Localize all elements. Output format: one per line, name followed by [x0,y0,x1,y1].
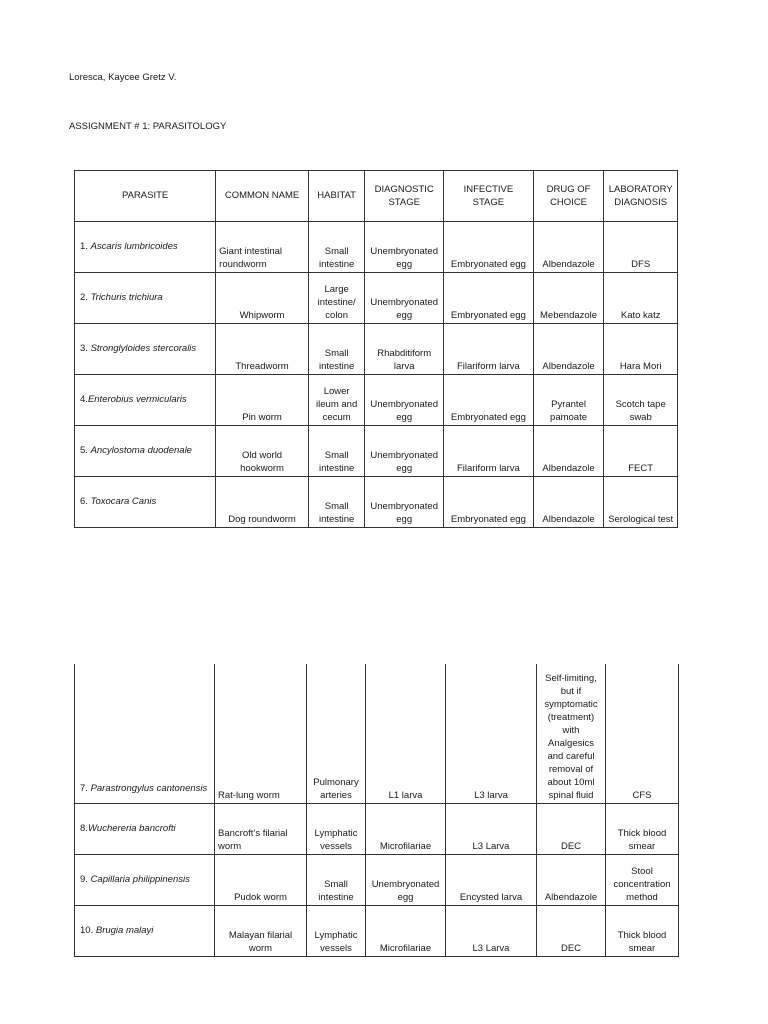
drug-cell: DEC [537,906,606,957]
infective-stage-cell: Embryonated egg [444,375,534,426]
lab-diagnosis-cell: Serological test [604,477,678,528]
habitat-cell: Large intestine/ colon [308,273,364,324]
table-row [75,375,678,426]
drug-cell: Albendazole [533,324,604,375]
infective-stage-cell: Filariform larva [444,426,534,477]
lab-diagnosis-cell: Thick blood smear [606,804,679,855]
diagnostic-stage-cell: Unembryonated egg [365,375,444,426]
lab-diagnosis-cell: Scotch tape swab [604,375,678,426]
habitat-cell: Small intestine [308,477,364,528]
habitat-cell: Small intestine [307,855,366,906]
drug-cell: Albendazole [533,477,604,528]
common-name-cell: Old world hookworm [216,426,309,477]
diagnostic-stage-cell: Unembryonated egg [366,855,446,906]
header-infective-stage: INFECTIVE STAGE [444,171,534,222]
infective-stage-cell: Embryonated egg [444,222,534,273]
common-name-cell: Whipworm [216,273,309,324]
infective-stage-cell: L3 Larva [446,804,537,855]
drug-cell: Albendazole [537,855,606,906]
diagnostic-stage-cell: Unembryonated egg [365,273,444,324]
author-name: Loresca, Kaycee Gretz V. [69,72,177,83]
drug-cell: Albendazole [533,222,604,273]
common-name-cell: Pudok worm [215,855,307,906]
header-habitat: HABITAT [308,171,364,222]
header-laboratory-diagnosis: LABORATORY DIAGNOSIS [604,171,678,222]
lab-diagnosis-cell: Thick blood smear [606,906,679,957]
common-name-cell: Giant intestinal roundworm [216,222,309,273]
parasite-cell: 4.Enterobius vermicularis [75,375,216,426]
table-row [75,426,678,477]
header-parasite: PARASITE [75,171,216,222]
header-diagnostic-stage: DIAGNOSTIC STAGE [365,171,444,222]
parasite-cell: 3. Stronglyloides stercoralis [75,324,216,375]
common-name-cell: Rat-lung worm [215,664,307,804]
lab-diagnosis-cell: Kato katz [604,273,678,324]
parasite-cell: 1. Ascaris lumbricoides [75,222,216,273]
diagnostic-stage-cell: Unembryonated egg [365,426,444,477]
table-row [75,906,679,957]
table-row [75,804,679,855]
lab-diagnosis-cell: Stool concentration method [606,855,679,906]
common-name-cell: Pin worm [216,375,309,426]
table-row [75,664,679,804]
parasite-cell: 5. Ancylostoma duodenale [75,426,216,477]
diagnostic-stage-cell: Unembryonated egg [365,477,444,528]
parasite-table-continued [74,664,679,957]
habitat-cell: Lower ileum and cecum [308,375,364,426]
habitat-cell: Small intestine [308,324,364,375]
habitat-cell: Lymphatic vessels [307,906,366,957]
drug-cell: Albendazole [533,426,604,477]
lab-diagnosis-cell: CFS [606,664,679,804]
habitat-cell: Small intestine [308,426,364,477]
infective-stage-cell: L3 Larva [446,906,537,957]
parasite-table [74,170,678,528]
diagnostic-stage-cell: Microfilariae [366,804,446,855]
parasite-cell: 2. Trichuris trichiura [75,273,216,324]
header-common-name: COMMON NAME [216,171,309,222]
parasite-cell: 6. Toxocara Canis [75,477,216,528]
common-name-cell: Threadworm [216,324,309,375]
diagnostic-stage-cell: Unembryonated egg [365,222,444,273]
lab-diagnosis-cell: FECT [604,426,678,477]
common-name-cell: Bancroft’s filarial worm [215,804,307,855]
infective-stage-cell: Encysted larva [446,855,537,906]
infective-stage-cell: Embryonated egg [444,477,534,528]
table-row [75,477,678,528]
drug-cell: Pyrantel pamoate [533,375,604,426]
habitat-cell: Small intestine [308,222,364,273]
diagnostic-stage-cell: L1 larva [366,664,446,804]
table-row [75,855,679,906]
diagnostic-stage-cell: Microfilariae [366,906,446,957]
lab-diagnosis-cell: DFS [604,222,678,273]
parasite-cell: 8.Wuchereria bancrofti [75,804,215,855]
assignment-title: ASSIGNMENT # 1: PARASITOLOGY [69,121,227,132]
infective-stage-cell: L3 larva [446,664,537,804]
header-drug-of-choice: DRUG OF CHOICE [533,171,604,222]
habitat-cell: Pulmonary arteries [307,664,366,804]
infective-stage-cell: Embryonated egg [444,273,534,324]
parasite-cell: 9. Capillaria philippinensis [75,855,215,906]
table-header-row [75,171,678,222]
parasite-cell: 7. Parastrongylus cantonensis [75,664,215,804]
parasite-cell: 10. Brugia malayi [75,906,215,957]
diagnostic-stage-cell: Rhabditiform larva [365,324,444,375]
common-name-cell: Malayan filarial worm [215,906,307,957]
drug-cell: Self-limiting, but if symptomatic (treatment) with Analgesics and careful removal of about 10ml spinal fluid [537,664,606,804]
lab-diagnosis-cell: Hara Mori [604,324,678,375]
drug-cell: DEC [537,804,606,855]
infective-stage-cell: Filariform larva [444,324,534,375]
table-row [75,273,678,324]
common-name-cell: Dog roundworm [216,477,309,528]
table-row [75,222,678,273]
drug-cell: Mebendazole [533,273,604,324]
habitat-cell: Lymphatic vessels [307,804,366,855]
table-row [75,324,678,375]
